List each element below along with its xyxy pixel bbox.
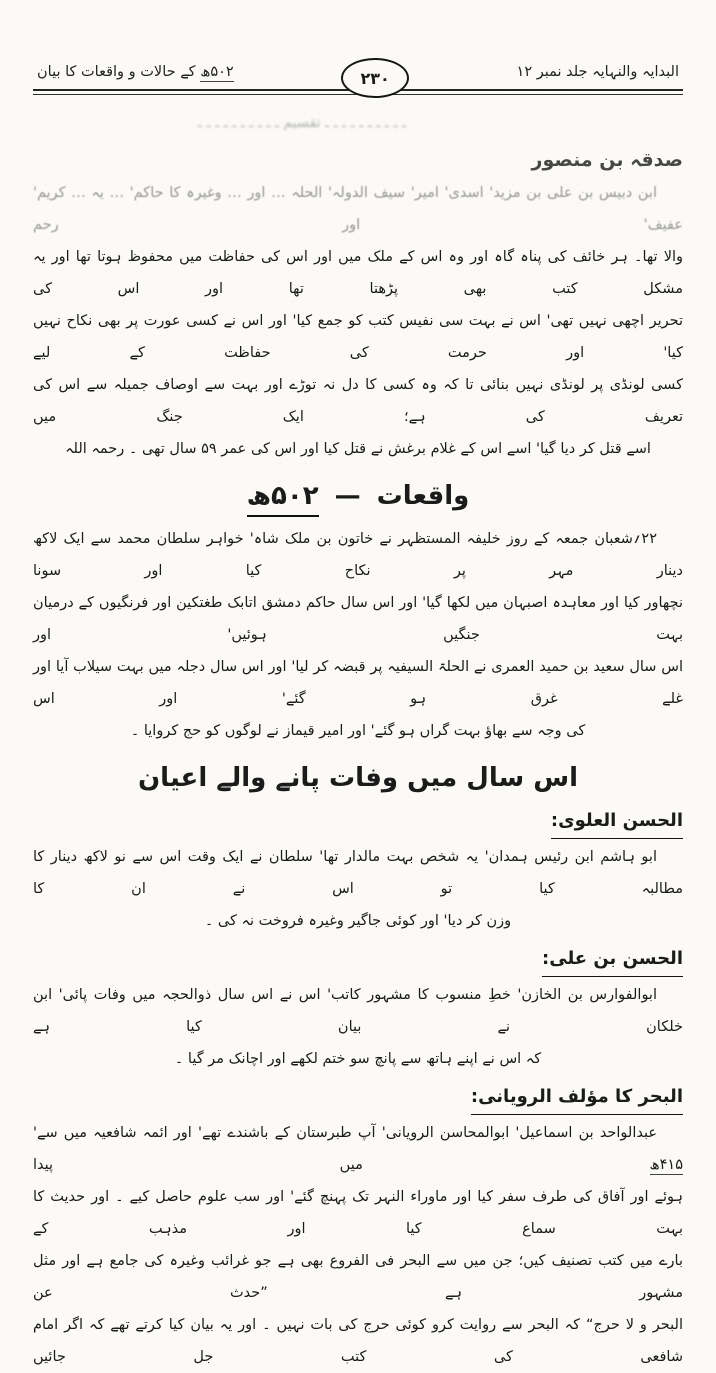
obit-heading-ruyani <box>33 1082 683 1115</box>
paragraph-line: اسے قتل کر دیا گیا' اسے اس کے غلام برغش نے قتل کیا اور اس کی عمر ۵۹ سال تھی ۔ رحمہ اللہ <box>65 441 651 457</box>
paragraph-line: اس سال سعید بن حمید العمری نے الحلۃ السیفیہ پر قبضہ کر لیا' اور اس سال دجلہ میں بہت سیلاب آیا اور غلے غرق ہو گئے' اور اس <box>33 659 683 707</box>
chapter-title <box>37 61 234 89</box>
book-title: البدایہ والنہایہ جلد نمبر ۱۲ <box>516 64 679 80</box>
heading-dash: — <box>334 481 361 511</box>
chapter-year: ۵۰۲ھ <box>200 64 234 80</box>
paragraph-line: ابو ہاشم ابن رئیس ہمدان' یہ شخص بہت مالدار تھا' سلطان نے ایک وقت اس سے نو لاکھ دینار کا مطالبہ کیا تو اس نے ان کا <box>33 849 683 897</box>
paragraph-line: کہ اس نے اپنے ہاتھ سے پانچ سو ختم لکھے اور اچانک مر گیا ۔ <box>174 1051 542 1067</box>
page-header <box>33 58 683 89</box>
obit-heading-hasan-alawi <box>33 806 683 839</box>
events-heading-word: واقعات <box>376 481 470 511</box>
obit-heading-text: الحسن بن علی: <box>542 944 683 977</box>
paragraph-line: ابوالفوارس بن الخازن' خطِ منسوب کا مشہور کاتب' اس نے اس سال ذوالحجہ میں وفات پائی' ابن خلکان نے بیان کیا ہے <box>33 987 683 1035</box>
paragraph-line: بارے میں کتب تصنیف کیں؛ جن میں سے البحر فی الفروع بھی ہے جو غرائب وغیرہ کی جامع ہے اور مثل مشہور ہے ”حدث عن <box>33 1253 683 1301</box>
obit-heading-hasan-bin-ali <box>33 944 683 977</box>
birth-year: ۴۱۵ھ <box>649 1157 683 1173</box>
ruyani-paragraph <box>33 1117 683 1373</box>
paragraph-line: کسی لونڈی پر لونڈی نہیں بنائی تا کہ وہ کسی کا دل نہ توڑے اور بہت سے اوصاف جمیلہ سے اس کی تعریف کی ہے؛ ایک جنگ میں <box>33 377 683 425</box>
paragraph-line: البحر و لا حرج“ کہ البحر سے روایت کرو کوئی حرج کی بات نہیں ۔ اور یہ بیان کیا کرتے تھے کہ اگر امام شافعی کی کتب جل جائیں <box>33 1317 683 1365</box>
hasan-bin-ali-paragraph <box>33 979 683 1075</box>
line-text: عبدالواحد بن اسماعیل' ابوالمحاسن الرویانی' آپ طبرستان کے باشندے تھے' اور ائمہ شافعیہ میں سے' <box>33 1125 657 1141</box>
paragraph-line: والا تھا۔ ہر خائف کی پناہ گاہ اور وہ اس کے ملک میں اور اس کی حفاظت میں محفوظ ہوتا تھا اور یہ مشکل کتب بھی پڑھتا تھا اور اس کی <box>33 249 683 297</box>
hasan-alawi-paragraph <box>33 841 683 937</box>
page-number-badge <box>341 58 409 98</box>
page-number: ۲۳۰ <box>360 68 390 88</box>
obit-heading-text: الحسن العلوی: <box>551 806 683 839</box>
entry-heading-sadaqah-bin-mansur: صدقہ بن منصور <box>531 149 683 171</box>
paragraph-line: تحریر اچھی نہیں تھی' اس نے بہت سی نفیس کتب کو جمع کیا' اور اس نے کسی عورت پر بھی نکاح نہیں کیا' اور حرمت کی حفاظت کے لیے <box>33 313 683 361</box>
paragraph-line: ابن دبیس بن علی بن مزید' اسدی' امیر' سیف الدولہ' الحلہ … اور … وغیرہ کا حاکم' … یہ … کریم' عفیف' اور رحم <box>33 185 683 233</box>
obituaries-section-heading: اس سال میں وفات پانے والے اعیان <box>137 763 578 793</box>
paragraph-line: نچھاور کیا اور معاہدہ اصبہان میں لکھا گیا' اور اس سال حاکم دمشق اتابک طغتکین اور فرنگیوں کے درمیان بہت جنگیں ہوئیں' اور <box>33 595 683 643</box>
paragraph-line: ہوئے اور آفاق کی طرف سفر کیا اور ماوراء النہر تک پہنچ گئے' اور سب علوم حاصل کیے ۔ اور حدیث کا بہت سماع کیا اور مذہب کے <box>33 1189 683 1237</box>
paragraph-line <box>33 1117 683 1181</box>
faded-illegible-line: ـ ـ ـ ـ ـ ـ ـ ـ ـ ـ تقسیم ـ ـ ـ ـ ـ ـ ـ ـ ـ ـ <box>197 115 407 131</box>
paragraph-line: ۲۲؍شعبان جمعہ کے روز خلیفہ المستظہر نے خاتون بن ملک شاہ' خواہر سلطان محمد سے ایک لاکھ دینار مہر پر نکاح کیا اور سونا <box>33 531 683 579</box>
obit-heading-text: البحر کا مؤلف الرویانی: <box>471 1082 683 1115</box>
line-text: میں پیدا <box>33 1157 650 1173</box>
sadaqah-paragraph <box>33 177 683 465</box>
events-paragraph <box>33 523 683 747</box>
paragraph-line: کی وجہ سے بھاؤ بہت گراں ہو گئے' اور امیر قیماز نے لوگوں کو حج کروایا ۔ <box>130 723 586 739</box>
paragraph-line: وزن کر دیا' اور کوئی جاگیر وغیرہ فروخت نہ کی ۔ <box>204 913 512 929</box>
events-section-heading <box>33 475 683 517</box>
events-heading-year: ۵۰۲ھ <box>247 481 319 517</box>
chapter-title-text: کے حالات و واقعات کا بیان <box>37 64 196 80</box>
